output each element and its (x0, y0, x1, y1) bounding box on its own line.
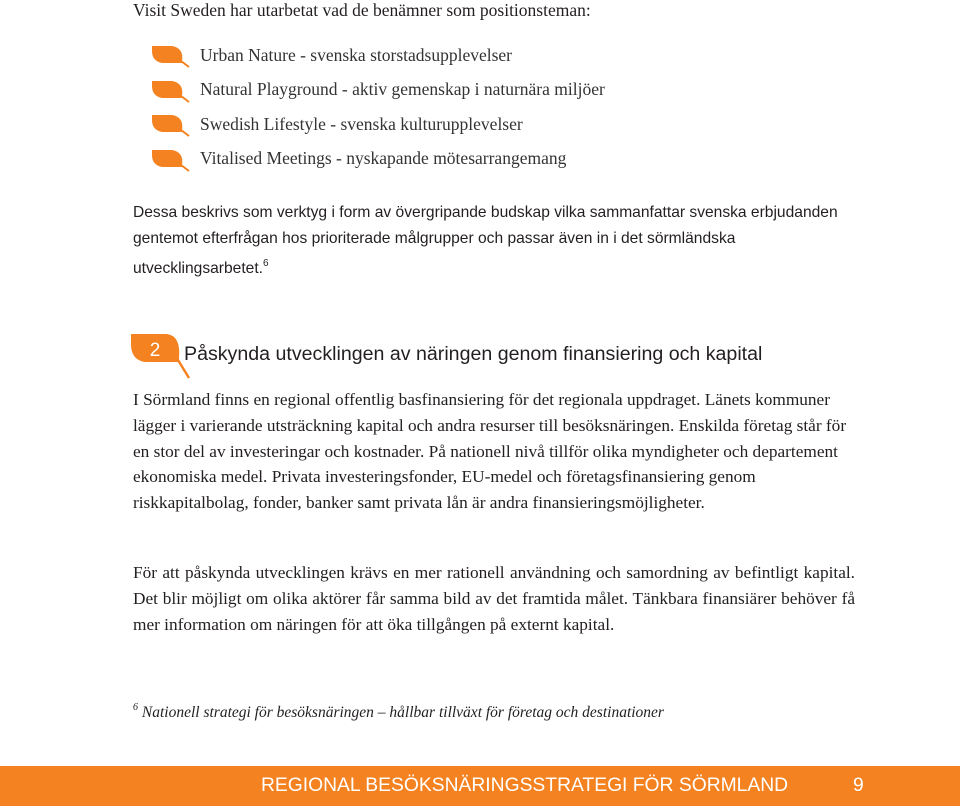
list-item (150, 73, 605, 108)
section-heading (131, 330, 762, 380)
leaf-icon (150, 77, 190, 103)
section-title: Påskynda utvecklingen av näringen genom finansiering och kapital (184, 342, 763, 365)
paragraph-financing: I Sörmland finns en regional offentlig basfinansiering för det regionala uppdraget. Länets kommuner lägger i varierande utsträckning kapital och andra resurser till besöksnäringen. Enskilda företag står för en stor del av investeringar och kostnader. På nationell nivå tillför olika myndigheter och departement ekonomiska medel. Privata investeringsfonder, EU-medel och företagsfinansiering genom riskkapitalbolag, fonder, banker samt privata lån är andra finansieringsmöjligheter. (133, 390, 847, 513)
theme-label: Vitalised Meetings - nyskapande mötesarrangemang (200, 148, 567, 169)
list-item (150, 38, 605, 73)
theme-label: Swedish Lifestyle - svenska kulturupplevelser (200, 113, 523, 134)
intro-text: Visit Sweden har utarbetat vad de benämner som positionsteman: (133, 0, 591, 20)
section-number-badge (131, 330, 191, 380)
footnote-text: Nationell strategi för besöksnäringen – hållbar tillväxt för företag och destinationer (141, 704, 664, 721)
footnote-ref: 6 (263, 258, 269, 269)
paragraph-capital: För att påskynda utvecklingen krävs en mer rationell användning och samordning av befintligt kapital. Det blir möjligt om olika aktörer får samma bild av det framtida målet. Tänkbara finansiärer behöver få mer information om näringen för att öka tillgången på externt kapital. (133, 563, 855, 634)
leaf-icon (150, 42, 190, 68)
section-number: 2 (149, 340, 161, 361)
theme-list (150, 38, 605, 176)
leaf-icon (150, 146, 190, 172)
page-number: 9 (853, 775, 864, 796)
theme-label: Urban Nature - svenska storstadsupplevelser (200, 44, 512, 65)
list-item (150, 107, 605, 142)
page-footer (0, 766, 960, 806)
list-item (150, 142, 605, 177)
footnote-number: 6 (133, 702, 138, 713)
footnote (133, 702, 664, 722)
theme-label: Natural Playground - aktiv gemenskap i naturnära miljöer (200, 79, 605, 100)
paragraph-positioning (133, 200, 859, 282)
paragraph-text: Dessa beskrivs som verktyg i form av övergripande budskap vilka sammanfattar svenska erbjudanden gentemot efterfrågan hos prioriterade målgrupper och passar även in i det sörmländska utvecklingsarbetet. (133, 204, 838, 277)
leaf-icon (150, 111, 190, 137)
footer-title: REGIONAL BESÖKSNÄRINGSSTRATEGI FÖR SÖRMLAND (261, 775, 789, 796)
